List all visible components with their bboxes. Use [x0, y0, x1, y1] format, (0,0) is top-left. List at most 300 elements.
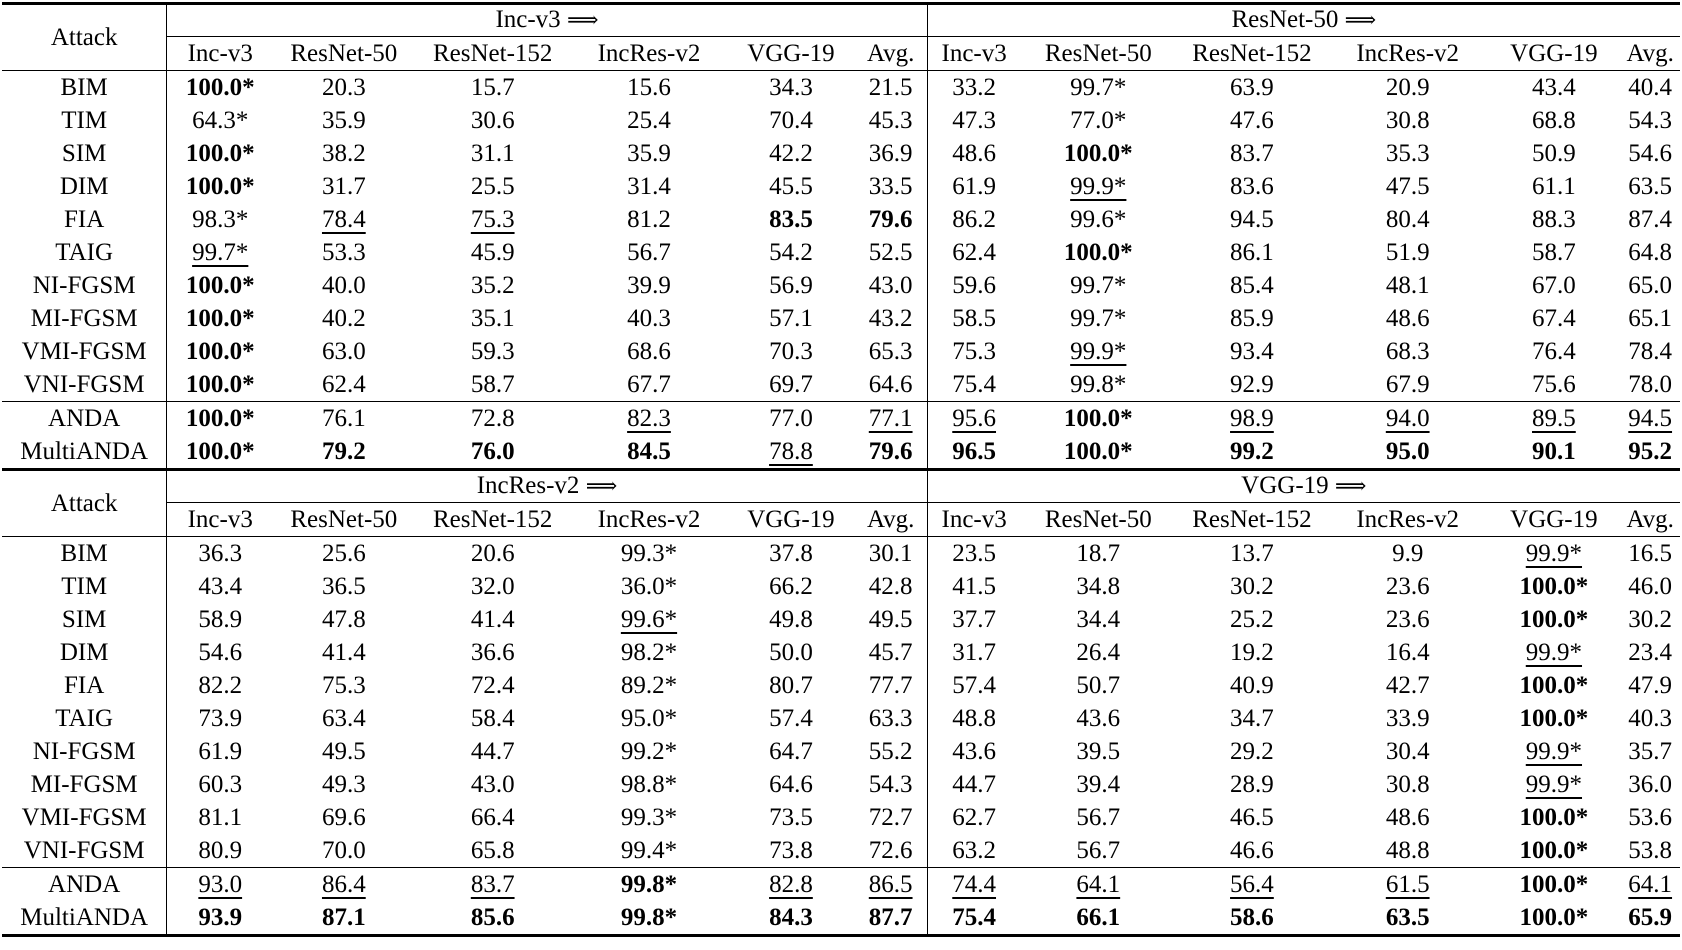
cell-value: 53.3	[321, 239, 366, 266]
table-cell	[273, 702, 414, 735]
cell-value: 23.6	[1385, 606, 1430, 633]
table-cell	[1328, 768, 1487, 801]
cell-value: 28.9	[1230, 771, 1274, 798]
cell-value: 75.4	[952, 904, 997, 931]
table-cell	[855, 537, 927, 571]
table-cell	[273, 402, 414, 436]
table-cell	[571, 636, 727, 669]
cell-value: 46.0	[1628, 573, 1673, 600]
cell-value: 46.5	[1230, 804, 1274, 831]
table-cell	[1487, 735, 1620, 768]
table-cell	[167, 236, 273, 269]
cell-value: 99.3*	[620, 540, 678, 567]
cell-value: 89.2*	[620, 672, 678, 699]
cell-value: 48.8	[952, 705, 997, 732]
table-cell	[1176, 402, 1328, 436]
cell-value: 100.0*	[185, 305, 255, 332]
cell-value: 46.6	[1230, 837, 1274, 864]
cell-value: 84.3	[769, 904, 813, 931]
table-cell	[273, 170, 414, 203]
cell-value: 86.1	[1230, 239, 1274, 266]
table-cell	[927, 236, 1021, 269]
table-cell	[415, 702, 571, 735]
table-row	[2, 435, 1680, 470]
cell-value: 72.6	[868, 837, 913, 864]
cell-value: 77.7	[868, 672, 913, 699]
table-row	[2, 104, 1680, 137]
table-cell	[927, 834, 1021, 868]
cell-value: 99.9*	[1070, 338, 1127, 365]
table-cell	[571, 868, 727, 902]
cell-value: 61.1	[1532, 173, 1576, 200]
table-cell	[927, 537, 1021, 571]
cell-value: 34.8	[1076, 573, 1121, 600]
table-cell	[415, 636, 571, 669]
table-cell	[855, 868, 927, 902]
table-cell	[167, 435, 273, 470]
cell-value: 39.9	[627, 272, 671, 299]
cell-value: 23.5	[952, 540, 997, 567]
attack-name: VMI-FGSM	[2, 801, 167, 834]
table-cell	[1176, 834, 1328, 868]
cell-value: 99.4*	[620, 837, 678, 864]
table-cell	[1021, 537, 1176, 571]
cell-value: 35.7	[1628, 738, 1673, 765]
table-cell	[415, 368, 571, 402]
attack-name: SIM	[2, 137, 167, 170]
table-cell	[1328, 236, 1487, 269]
table-cell	[1487, 137, 1620, 170]
table-cell	[855, 203, 927, 236]
cell-value: 86.2	[952, 206, 997, 233]
table-cell	[1620, 302, 1680, 335]
table-cell	[571, 537, 727, 571]
table-cell	[415, 603, 571, 636]
table-cell	[727, 868, 855, 902]
cell-value: 99.8*	[1070, 371, 1127, 398]
cell-value: 55.2	[868, 738, 913, 765]
table-cell	[855, 834, 927, 868]
cell-value: 45.3	[868, 107, 913, 134]
cell-value: 49.5	[321, 738, 366, 765]
table-row	[2, 702, 1680, 735]
table-cell	[1176, 669, 1328, 702]
cell-value: 35.9	[321, 107, 366, 134]
table-cell	[927, 368, 1021, 402]
attack-name: MI-FGSM	[2, 302, 167, 335]
table-cell	[927, 735, 1021, 768]
cell-value: 49.3	[321, 771, 366, 798]
attack-name: DIM	[2, 636, 167, 669]
table-cell	[571, 603, 727, 636]
cell-value: 100.0*	[1519, 904, 1589, 931]
cell-value: 73.9	[198, 705, 243, 732]
cell-value: 95.2	[1628, 438, 1673, 465]
table-row	[2, 335, 1680, 368]
cell-value: 43.2	[868, 305, 913, 332]
table-cell	[927, 335, 1021, 368]
table-cell	[167, 768, 273, 801]
table-row	[2, 735, 1680, 768]
cell-value: 62.4	[321, 371, 366, 398]
cell-value: 100.0*	[1519, 672, 1589, 699]
table-row	[2, 368, 1680, 402]
table-cell	[1487, 669, 1620, 702]
source-model-label: Inc-v3	[495, 6, 567, 33]
table-cell	[1176, 537, 1328, 571]
table-cell	[571, 269, 727, 302]
table-cell	[927, 402, 1021, 436]
cell-value: 43.6	[1076, 705, 1121, 732]
table-cell	[1328, 104, 1487, 137]
cell-value: 25.4	[627, 107, 671, 134]
table-cell	[727, 901, 855, 936]
cell-value: 100.0*	[185, 74, 255, 101]
cell-value: 100.0*	[1063, 140, 1133, 167]
cell-value: 48.1	[1385, 272, 1430, 299]
cell-value: 37.7	[952, 606, 997, 633]
cell-value: 70.4	[769, 107, 813, 134]
cell-value: 48.8	[1385, 837, 1430, 864]
cell-value: 98.3*	[192, 206, 249, 233]
cell-value: 56.9	[769, 272, 813, 299]
cell-value: 80.9	[198, 837, 243, 864]
table-row	[2, 269, 1680, 302]
cell-value: 93.4	[1230, 338, 1274, 365]
table-cell	[273, 801, 414, 834]
target-model-header: ResNet-50	[290, 40, 398, 67]
cell-value: 40.3	[627, 305, 671, 332]
cell-value: 32.0	[470, 573, 515, 600]
cell-value: 20.3	[321, 74, 366, 101]
cell-value: 66.4	[470, 804, 515, 831]
table-cell	[571, 702, 727, 735]
cell-value: 45.9	[470, 239, 515, 266]
table-cell	[1487, 537, 1620, 571]
table-cell	[1328, 834, 1487, 868]
cell-value: 49.8	[769, 606, 813, 633]
table-cell	[855, 901, 927, 936]
table-cell	[1328, 735, 1487, 768]
attack-name: BIM	[2, 71, 167, 105]
table-cell	[1487, 170, 1620, 203]
table-cell	[927, 203, 1021, 236]
table-cell	[1487, 335, 1620, 368]
cell-value: 63.5	[1385, 904, 1430, 931]
table-cell	[727, 402, 855, 436]
cell-value: 64.1	[1076, 871, 1121, 898]
cell-value: 30.6	[470, 107, 515, 134]
table-cell	[1487, 868, 1620, 902]
transfer-arrow-icon: ⟹	[566, 8, 599, 33]
cell-value: 70.0	[321, 837, 366, 864]
cell-value: 30.1	[868, 540, 913, 567]
cell-value: 100.0*	[1519, 871, 1589, 898]
table-cell	[1021, 368, 1176, 402]
table-cell	[1328, 868, 1487, 902]
cell-value: 26.4	[1076, 639, 1121, 666]
cell-value: 99.9*	[1525, 771, 1583, 798]
cell-value: 50.0	[769, 639, 813, 666]
cell-value: 15.7	[470, 74, 515, 101]
table-row	[2, 137, 1680, 170]
cell-value: 58.5	[952, 305, 997, 332]
table-cell	[927, 901, 1021, 936]
table-cell	[415, 735, 571, 768]
attack-name: TAIG	[2, 236, 167, 269]
cell-value: 42.2	[769, 140, 813, 167]
cell-value: 30.2	[1628, 606, 1673, 633]
table-cell	[167, 603, 273, 636]
cell-value: 36.0	[1628, 771, 1673, 798]
cell-value: 93.9	[198, 904, 243, 931]
cell-value: 99.3*	[620, 804, 678, 831]
cell-value: 100.0*	[185, 338, 255, 365]
cell-value: 35.2	[470, 272, 515, 299]
target-model-header: ResNet-152	[1192, 40, 1312, 67]
table-cell	[855, 570, 927, 603]
table-cell	[855, 768, 927, 801]
cell-value: 47.3	[952, 107, 997, 134]
table-cell	[273, 435, 414, 470]
table-row	[2, 203, 1680, 236]
table-row	[2, 170, 1680, 203]
cell-value: 99.6*	[1070, 206, 1127, 233]
target-model-header: VGG-19	[747, 40, 835, 67]
table-row	[2, 801, 1680, 834]
table-cell	[1176, 236, 1328, 269]
cell-value: 52.5	[868, 239, 913, 266]
cell-value: 95.0	[1385, 438, 1430, 465]
table-cell	[273, 71, 414, 105]
table-row	[2, 570, 1680, 603]
table-cell	[571, 901, 727, 936]
table-cell	[727, 537, 855, 571]
table-cell	[571, 236, 727, 269]
attack-name: VNI-FGSM	[2, 368, 167, 402]
table-cell	[1620, 269, 1680, 302]
table-cell	[1176, 768, 1328, 801]
cell-value: 99.9*	[1525, 639, 1583, 666]
table-cell	[927, 269, 1021, 302]
table-cell	[855, 170, 927, 203]
cell-value: 41.4	[321, 639, 366, 666]
cell-value: 87.4	[1628, 206, 1673, 233]
table-cell	[727, 71, 855, 105]
source-model-label: VGG-19	[1241, 472, 1335, 499]
cell-value: 65.3	[868, 338, 913, 365]
cell-value: 53.6	[1628, 804, 1673, 831]
cell-value: 48.6	[952, 140, 997, 167]
table-cell	[1176, 368, 1328, 402]
cell-value: 20.6	[470, 540, 515, 567]
cell-value: 73.5	[769, 804, 813, 831]
table-cell	[1176, 735, 1328, 768]
table-cell	[273, 236, 414, 269]
cell-value: 40.2	[321, 305, 366, 332]
cell-value: 47.8	[321, 606, 366, 633]
cell-value: 47.5	[1385, 173, 1430, 200]
table-cell	[571, 435, 727, 470]
cell-value: 69.7	[769, 371, 813, 398]
table-cell	[1021, 735, 1176, 768]
table-cell	[415, 435, 571, 470]
table-cell	[1487, 302, 1620, 335]
target-model-header: ResNet-152	[432, 40, 553, 67]
cell-value: 25.6	[321, 540, 366, 567]
cell-value: 36.6	[470, 639, 515, 666]
cell-value: 45.5	[769, 173, 813, 200]
cell-value: 86.4	[321, 871, 366, 898]
cell-value: 58.6	[1230, 904, 1274, 931]
cell-value: 63.4	[321, 705, 366, 732]
table-row	[2, 901, 1680, 936]
table-cell	[415, 71, 571, 105]
attack-name: VNI-FGSM	[2, 834, 167, 868]
target-model-header: ResNet-50	[1044, 506, 1152, 533]
attack-name: ANDA	[2, 402, 167, 436]
table-cell	[1620, 702, 1680, 735]
header-row-targets	[2, 37, 1680, 71]
source-model-label: ResNet-50	[1231, 6, 1345, 33]
cell-value: 99.7*	[1070, 74, 1127, 101]
table-cell	[1487, 901, 1620, 936]
cell-value: 47.6	[1230, 107, 1274, 134]
table-cell	[727, 834, 855, 868]
attack-name: ANDA	[2, 868, 167, 902]
table-cell	[927, 137, 1021, 170]
table-cell	[273, 834, 414, 868]
table-cell	[1176, 901, 1328, 936]
table-cell	[1487, 269, 1620, 302]
table-cell	[167, 636, 273, 669]
table-row	[2, 868, 1680, 902]
table-cell	[1176, 603, 1328, 636]
cell-value: 43.4	[198, 573, 243, 600]
table-cell	[855, 71, 927, 105]
cell-value: 66.1	[1076, 904, 1121, 931]
table-cell	[1176, 104, 1328, 137]
table-cell	[1620, 137, 1680, 170]
cell-value: 63.9	[1230, 74, 1274, 101]
target-model-header: Inc-v3	[941, 40, 1007, 67]
table-cell	[1176, 137, 1328, 170]
table-cell	[167, 335, 273, 368]
table-cell	[1620, 735, 1680, 768]
cell-value: 76.0	[470, 438, 515, 465]
table-cell	[571, 137, 727, 170]
source-model-header	[927, 4, 1680, 37]
cell-value: 86.5	[868, 871, 913, 898]
table-cell	[1328, 269, 1487, 302]
table-cell	[571, 834, 727, 868]
cell-value: 76.4	[1532, 338, 1576, 365]
target-model-header: VGG-19	[1510, 40, 1598, 67]
attack-name: NI-FGSM	[2, 269, 167, 302]
table-cell	[927, 768, 1021, 801]
table-cell	[1328, 702, 1487, 735]
cell-value: 99.9*	[1525, 738, 1583, 765]
cell-value: 57.1	[769, 305, 813, 332]
table-cell	[1021, 203, 1176, 236]
cell-value: 50.9	[1532, 140, 1576, 167]
table-cell	[1487, 801, 1620, 834]
table-cell	[415, 768, 571, 801]
table-cell	[727, 669, 855, 702]
cell-value: 51.9	[1385, 239, 1430, 266]
table-cell	[273, 302, 414, 335]
cell-value: 68.3	[1385, 338, 1430, 365]
table-cell	[727, 269, 855, 302]
cell-value: 25.5	[470, 173, 515, 200]
table-cell	[1021, 901, 1176, 936]
target-model-header: Inc-v3	[187, 40, 253, 67]
cell-value: 100.0*	[1519, 573, 1589, 600]
source-model-header	[927, 470, 1680, 503]
table-cell	[727, 203, 855, 236]
target-model-header: ResNet-152	[432, 506, 553, 533]
table-cell	[1176, 868, 1328, 902]
table-cell	[167, 137, 273, 170]
table-cell	[727, 302, 855, 335]
table-cell	[1328, 402, 1487, 436]
table-cell	[415, 570, 571, 603]
cell-value: 100.0*	[1063, 438, 1133, 465]
cell-value: 82.3	[627, 405, 671, 432]
table-cell	[855, 402, 927, 436]
table-cell	[167, 302, 273, 335]
table-cell	[1620, 335, 1680, 368]
cell-value: 65.8	[470, 837, 515, 864]
cell-value: 44.7	[952, 771, 997, 798]
table-cell	[855, 435, 927, 470]
table-cell	[571, 302, 727, 335]
attack-name: FIA	[2, 203, 167, 236]
target-model-header: Inc-v3	[941, 506, 1007, 533]
table-cell	[1021, 269, 1176, 302]
cell-value: 99.7*	[192, 239, 249, 266]
attack-name: MultiANDA	[2, 435, 167, 470]
table-row	[2, 71, 1680, 105]
target-model-header: Avg.	[1626, 506, 1674, 533]
cell-value: 61.9	[952, 173, 997, 200]
cell-value: 98.8*	[620, 771, 678, 798]
table-cell	[1328, 335, 1487, 368]
table-cell	[727, 236, 855, 269]
cell-value: 54.6	[198, 639, 243, 666]
cell-value: 13.7	[1230, 540, 1274, 567]
table-cell	[855, 669, 927, 702]
table-cell	[273, 735, 414, 768]
cell-value: 59.3	[470, 338, 515, 365]
cell-value: 34.3	[769, 74, 813, 101]
table-cell	[1021, 236, 1176, 269]
source-model-header	[167, 470, 927, 503]
table-cell	[571, 335, 727, 368]
table-cell	[1176, 302, 1328, 335]
table-cell	[727, 603, 855, 636]
cell-value: 75.3	[321, 672, 366, 699]
table-cell	[1021, 71, 1176, 105]
cell-value: 83.7	[1230, 140, 1274, 167]
target-model-header: IncRes-v2	[1356, 506, 1460, 533]
table-cell	[1021, 669, 1176, 702]
table-cell	[415, 302, 571, 335]
table-cell	[273, 603, 414, 636]
table-cell	[415, 170, 571, 203]
target-model-header: Avg.	[855, 503, 927, 537]
cell-value: 100.0*	[185, 173, 255, 200]
